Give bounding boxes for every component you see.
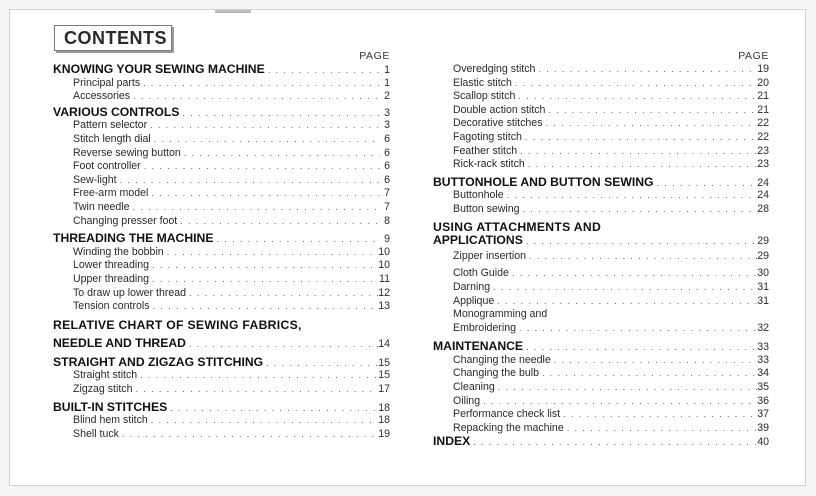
toc-entry-text: Buttonhole — [453, 189, 504, 202]
toc-page-number: 1 — [384, 76, 390, 89]
dot-leader — [525, 158, 757, 172]
dot-leader — [130, 201, 380, 215]
toc-entry-text: KNOWING YOUR SEWING MACHINE — [53, 62, 265, 76]
toc-subentry — [433, 354, 769, 368]
dot-leader — [137, 369, 378, 383]
toc-subentry — [433, 90, 769, 104]
toc-entry-text: Tension controls — [73, 300, 150, 313]
toc-section-entry — [433, 435, 769, 449]
toc-entry-continued — [433, 308, 769, 322]
toc-subentry — [433, 77, 769, 91]
toc-page-number: 7 — [384, 200, 390, 213]
toc-page-number: 21 — [757, 90, 769, 103]
dot-leader — [551, 354, 757, 368]
toc-page-number: 21 — [757, 103, 769, 116]
toc-page-number: 30 — [757, 267, 769, 280]
dot-leader — [119, 428, 378, 442]
toc-page-number: 22 — [757, 130, 769, 143]
toc-page-number: 18 — [378, 414, 390, 427]
toc-subentry — [53, 287, 390, 301]
toc-subentry — [53, 369, 390, 383]
toc-subentry — [433, 408, 769, 422]
dot-leader — [523, 235, 757, 249]
dot-leader — [177, 215, 380, 229]
dot-leader — [265, 64, 380, 78]
toc-page-number: 18 — [378, 401, 390, 414]
dot-leader — [186, 287, 378, 301]
dot-leader — [263, 357, 378, 371]
toc-entry-text: Double action stitch — [453, 103, 546, 116]
toc-page-number: 39 — [757, 421, 769, 434]
dot-leader — [148, 414, 378, 428]
toc-entry-text: Free-arm model — [73, 187, 149, 200]
toc-list-left — [53, 63, 390, 441]
dot-leader — [509, 267, 757, 281]
toc-subentry — [53, 119, 390, 133]
toc-subentry — [53, 259, 390, 273]
scan-mark — [215, 10, 251, 13]
dot-leader — [147, 119, 380, 133]
toc-entry-text: Repacking the machine — [453, 421, 564, 434]
toc-entry-text: Pattern selector — [73, 119, 148, 132]
toc-subentry — [433, 131, 769, 145]
toc-page-number: 20 — [757, 76, 769, 89]
toc-page-number: 17 — [378, 383, 390, 396]
dot-leader — [167, 402, 378, 416]
toc-page-number: 33 — [757, 353, 769, 366]
toc-subentry — [433, 295, 769, 309]
toc-page-number: 32 — [757, 321, 769, 334]
toc-entry-text: THREADING THE MACHINE — [53, 231, 214, 246]
toc-entry-text: Upper threading — [73, 272, 149, 285]
toc-page-number: 40 — [757, 436, 769, 449]
toc-subentry — [433, 104, 769, 118]
toc-entry-text: Blind hem stitch — [73, 414, 148, 427]
contents-column-left — [53, 50, 390, 441]
toc-page-number: 12 — [378, 286, 390, 299]
toc-entry-text: STRAIGHT AND ZIGZAG STITCHING — [53, 354, 264, 369]
toc-entry-text: Elastic stitch — [453, 76, 512, 89]
toc-subentry — [53, 187, 390, 201]
toc-page-number: 14 — [378, 338, 390, 351]
toc-page-number: 23 — [757, 158, 769, 171]
toc-page-number: 3 — [384, 106, 390, 119]
toc-page-number: 31 — [757, 294, 769, 307]
toc-page-number: 15 — [378, 356, 390, 369]
toc-subentry — [53, 201, 390, 215]
toc-page-number: 11 — [379, 272, 390, 285]
dot-leader — [520, 203, 758, 217]
dot-leader — [132, 383, 378, 397]
toc-page-number: 10 — [378, 245, 390, 258]
toc-entry-text: Monogramming and — [453, 308, 548, 321]
toc-subentry — [433, 158, 769, 172]
dot-leader — [164, 246, 379, 260]
dot-leader — [151, 133, 380, 147]
toc-subentry — [433, 381, 769, 395]
toc-page-number: 7 — [384, 187, 390, 200]
toc-section-entry — [53, 356, 390, 370]
toc-entry-text: Lower threading — [73, 259, 149, 272]
toc-entry-text: Scallop stitch — [453, 90, 516, 103]
toc-page-number: 33 — [757, 341, 769, 354]
dot-leader — [470, 436, 757, 450]
dot-leader — [130, 90, 380, 104]
dot-leader — [181, 147, 380, 161]
contents-title: CONTENTS — [54, 25, 172, 51]
toc-subentry — [433, 117, 769, 131]
dot-leader — [150, 300, 379, 314]
toc-entry-text: Changing the needle — [453, 353, 551, 366]
manual-page — [9, 9, 806, 486]
toc-section-entry — [53, 401, 390, 415]
toc-subentry — [53, 215, 390, 229]
toc-entry-text: Fagoting stitch — [453, 130, 522, 143]
dot-leader — [504, 189, 758, 203]
toc-page-number: 29 — [757, 249, 769, 262]
toc-entry-continued — [433, 221, 769, 235]
toc-page-number: 10 — [378, 259, 390, 272]
toc-page-number: 3 — [384, 119, 390, 132]
toc-subentry — [433, 63, 769, 77]
toc-page-number: 31 — [757, 280, 769, 293]
toc-page-number: 6 — [384, 146, 390, 159]
toc-entry-text: APPLICATIONS — [433, 233, 523, 248]
toc-page-number: 6 — [384, 173, 390, 186]
toc-page-number: 13 — [378, 300, 390, 313]
dot-leader — [564, 422, 757, 436]
toc-entry-text: Principal parts — [73, 76, 141, 89]
toc-section-entry — [53, 106, 390, 120]
toc-entry-text: Zigzag stitch — [73, 383, 133, 396]
dot-leader — [522, 131, 757, 145]
dot-leader — [148, 187, 380, 201]
toc-entry-text: BUILT-IN STITCHES — [53, 399, 168, 414]
toc-entry-text: MAINTENANCE — [433, 339, 524, 354]
toc-page-number: 2 — [384, 90, 390, 103]
dot-leader — [186, 338, 378, 352]
toc-list-right — [433, 63, 769, 449]
dot-leader — [179, 107, 380, 121]
toc-page-number: 24 — [757, 189, 769, 202]
toc-entry-text: Decorative stitches — [453, 117, 543, 130]
toc-subentry — [433, 367, 769, 381]
toc-subentry — [53, 428, 390, 442]
toc-subentry — [433, 145, 769, 159]
dot-leader — [213, 233, 380, 247]
toc-page-number: 9 — [384, 233, 390, 246]
dot-leader — [545, 104, 757, 118]
toc-subentry — [433, 422, 769, 436]
dot-leader — [141, 160, 380, 174]
toc-page-number: 28 — [757, 202, 769, 215]
dot-leader — [494, 295, 757, 309]
toc-entry-text: Twin needle — [73, 200, 130, 213]
toc-entry-text: Accessories — [73, 90, 131, 103]
toc-entry-text: Changing the bulb — [453, 367, 539, 380]
toc-entry-text: Rick-rack stitch — [453, 158, 525, 171]
toc-page-number: 19 — [757, 63, 769, 75]
dot-leader — [516, 322, 757, 336]
toc-page-number: 37 — [757, 408, 769, 421]
toc-entry-text: Darning — [453, 280, 491, 293]
toc-page-number: 23 — [757, 144, 769, 157]
toc-page-number: 34 — [757, 367, 769, 380]
toc-entry-text: Sew-light — [73, 173, 117, 186]
toc-subentry — [53, 147, 390, 161]
toc-entry-text: Reverse sewing button — [73, 146, 181, 159]
toc-subentry — [433, 395, 769, 409]
toc-page-number: 22 — [757, 117, 769, 130]
toc-entry-text: Cloth Guide — [453, 267, 509, 280]
toc-subentry — [433, 322, 769, 336]
toc-section-entry — [53, 337, 390, 351]
dot-leader — [490, 281, 757, 295]
dot-leader — [149, 259, 378, 273]
toc-entry-continued — [53, 319, 390, 333]
toc-section-entry — [433, 340, 769, 354]
toc-section-entry — [433, 234, 769, 248]
toc-entry-text: To draw up lower thread — [73, 286, 187, 299]
toc-entry-text: INDEX — [433, 434, 471, 449]
toc-entry-text: Applique — [453, 294, 495, 307]
dot-leader — [539, 367, 757, 381]
toc-page-number: 19 — [378, 427, 390, 440]
toc-page-number: 1 — [384, 64, 390, 76]
toc-subentry — [53, 174, 390, 188]
toc-subentry — [53, 160, 390, 174]
toc-entry-text: Performance check list — [453, 408, 561, 421]
dot-leader — [512, 77, 757, 91]
toc-section-entry — [53, 232, 390, 246]
toc-page-number: 35 — [757, 381, 769, 394]
toc-entry-text: Winding the bobbin — [73, 245, 164, 258]
toc-page-number: 15 — [378, 369, 390, 382]
toc-subentry — [53, 90, 390, 104]
toc-subentry — [433, 203, 769, 217]
toc-subentry — [433, 267, 769, 281]
toc-entry-text: BUTTONHOLE AND BUTTON SEWING — [433, 174, 654, 189]
dot-leader — [495, 381, 757, 395]
toc-section-entry — [53, 63, 390, 77]
dot-leader — [654, 177, 758, 191]
dot-leader — [523, 341, 757, 355]
toc-entry-text: Embroidering — [453, 321, 517, 334]
page-column-header: PAGE — [738, 50, 769, 62]
toc-page-number: 8 — [384, 214, 390, 227]
toc-entry-text: Straight stitch — [73, 369, 138, 382]
toc-entry-text: NEEDLE AND THREAD — [53, 336, 186, 351]
dot-leader — [515, 90, 757, 104]
toc-entry-text: VARIOUS CONTROLS — [53, 104, 180, 119]
toc-subentry — [53, 133, 390, 147]
toc-page-number: 29 — [757, 235, 769, 248]
toc-subentry — [433, 189, 769, 203]
toc-entry-text: Changing presser foot — [73, 214, 178, 227]
toc-page-number: 6 — [384, 160, 390, 173]
dot-leader — [480, 395, 757, 409]
toc-subentry — [53, 300, 390, 314]
toc-entry-text: USING ATTACHMENTS AND — [433, 219, 602, 234]
toc-entry-text: RELATIVE CHART OF SEWING FABRICS, — [53, 317, 302, 332]
dot-leader — [560, 408, 757, 422]
dot-leader — [526, 250, 757, 264]
dot-leader — [535, 63, 757, 77]
toc-page-number: 24 — [757, 176, 769, 189]
toc-entry-text: Button sewing — [453, 202, 520, 215]
toc-page-number: 6 — [384, 132, 390, 145]
contents-column-right — [433, 50, 769, 449]
dot-leader — [149, 273, 379, 287]
toc-subentry — [53, 273, 390, 287]
toc-entry-text: Feather stitch — [453, 144, 518, 157]
toc-entry-text: Zipper insertion — [453, 249, 527, 262]
toc-subentry — [433, 281, 769, 295]
toc-entry-text: Stitch length dial — [73, 132, 151, 145]
toc-entry-text: Overedging stitch — [453, 63, 536, 75]
dot-leader — [140, 77, 380, 91]
toc-entry-text: Cleaning — [453, 381, 495, 394]
toc-entry-text: Shell tuck — [73, 427, 119, 440]
toc-subentry — [433, 250, 769, 264]
toc-subentry — [53, 383, 390, 397]
toc-subentry — [53, 246, 390, 260]
dot-leader — [517, 145, 757, 159]
toc-entry-text: Foot controller — [73, 160, 141, 173]
toc-subentry — [53, 414, 390, 428]
dot-leader — [117, 174, 380, 188]
page-column-header: PAGE — [359, 50, 390, 62]
toc-subentry — [53, 77, 390, 91]
toc-entry-text: Oiling — [453, 394, 481, 407]
toc-page-number: 36 — [757, 394, 769, 407]
toc-section-entry — [433, 176, 769, 190]
dot-leader — [543, 117, 758, 131]
